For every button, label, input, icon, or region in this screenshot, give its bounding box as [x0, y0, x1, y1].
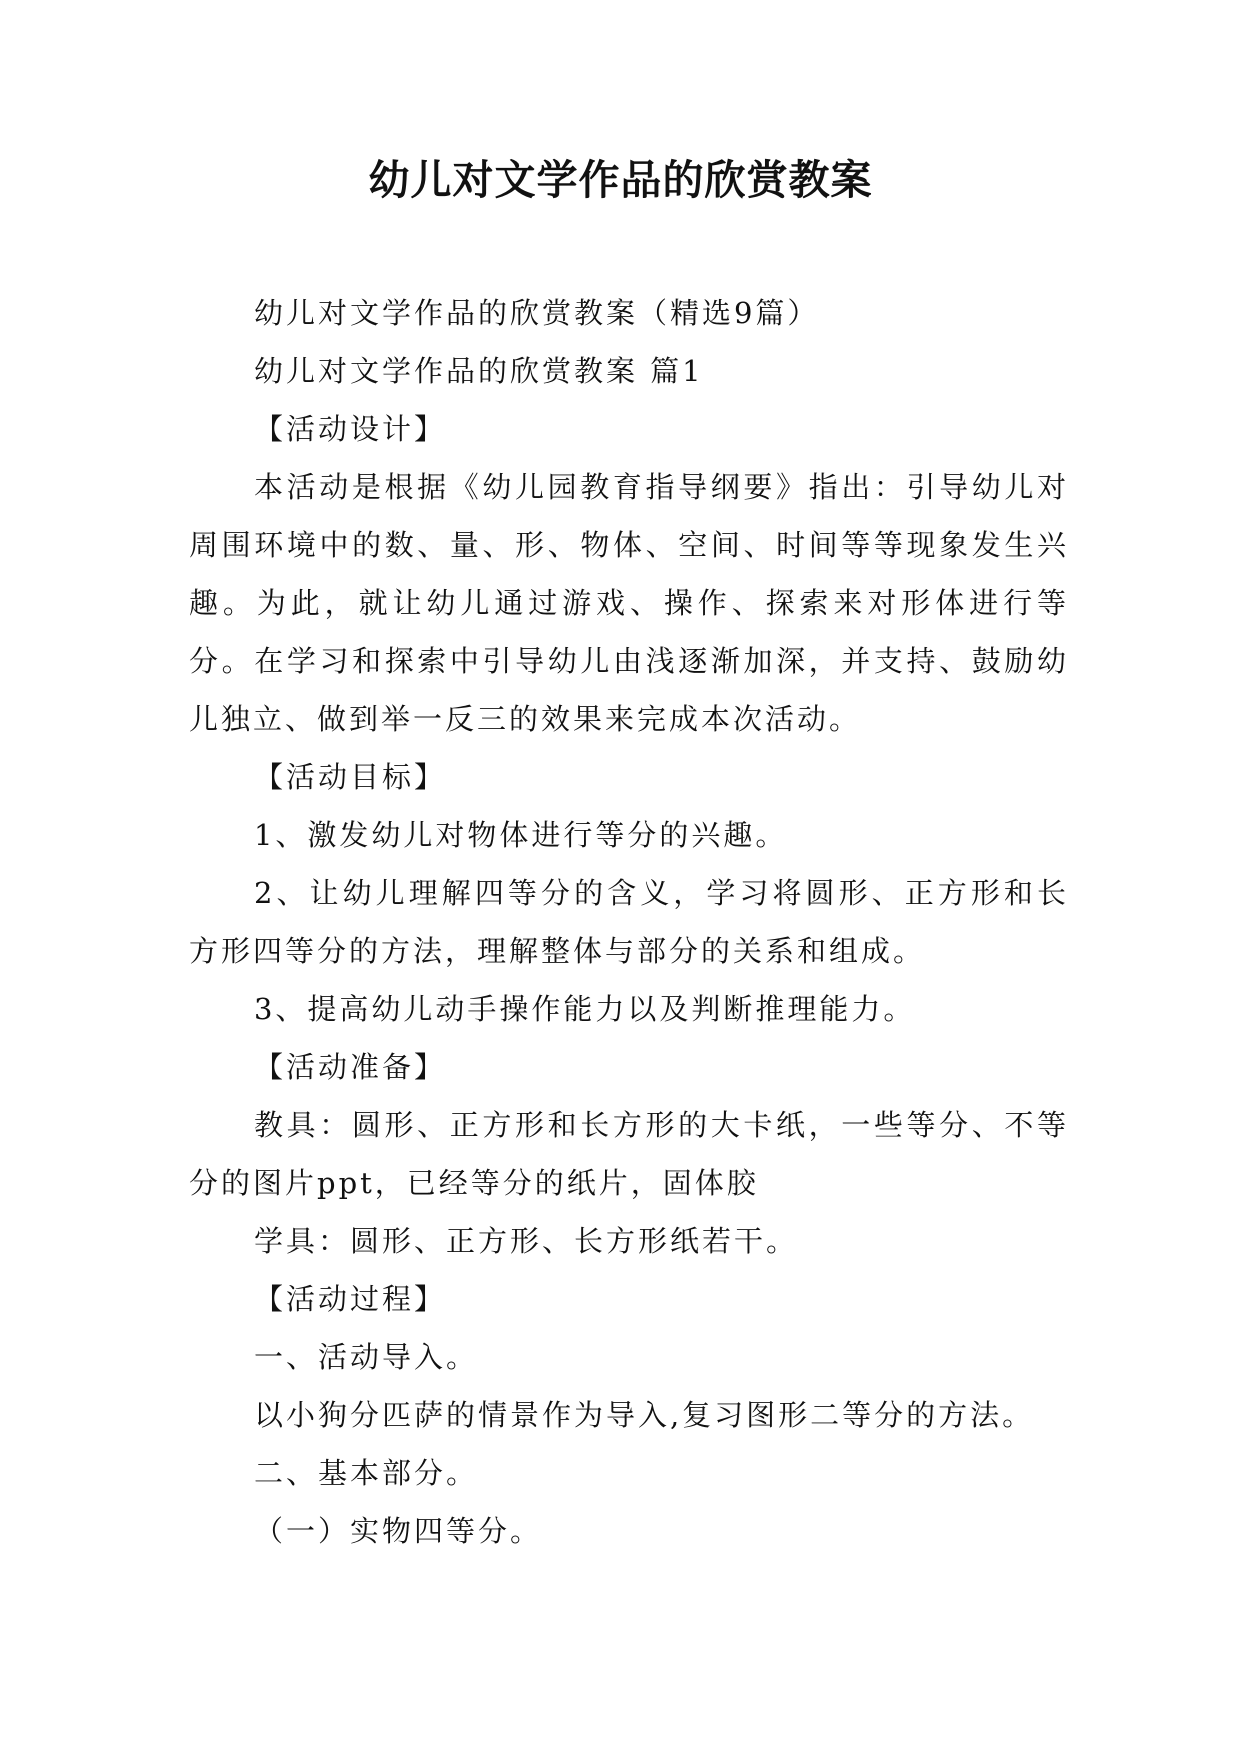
- activity-design-heading: 【活动设计】: [253, 412, 446, 446]
- activity-design-paragraph: 本活动是根据《幼儿园教育指导纲要》指出：引导幼儿对周围环境中的数、量、形、物体、空间、时间等等现象发生兴趣。为此，就让幼儿通过游戏、操作、探索来对形体进行等分。在学习和探索中引导幼儿由浅逐渐加深，并支持、鼓励幼儿独立、做到举一反三的效果来完成本次活动。: [189, 470, 1069, 736]
- goal-item-2: 2、让幼儿理解四等分的含义，学习将圆形、正方形和长方形四等分的方法，理解整体与部分的关系和组成。: [189, 876, 1069, 968]
- goal-item-3: 3、提高幼儿动手操作能力以及判断推理能力。: [253, 992, 916, 1026]
- document-body: [189, 284, 1069, 1560]
- process-substep-1: （一）实物四等分。: [253, 1514, 542, 1548]
- teaching-aids-paragraph: 教具：圆形、正方形和长方形的大卡纸，一些等分、不等分的图片ppt，已经等分的纸片，固体胶: [189, 1108, 1069, 1200]
- activity-process-heading: 【活动过程】: [253, 1282, 446, 1316]
- activity-preparation-heading: 【活动准备】: [253, 1050, 446, 1084]
- document-title: 幼儿对文学作品的欣赏教案: [368, 156, 873, 204]
- process-step-2: 二、基本部分。: [253, 1456, 478, 1490]
- process-step-1: 一、活动导入。: [253, 1340, 478, 1374]
- section-heading: 幼儿对文学作品的欣赏教案 篇1: [253, 354, 704, 388]
- learning-aids-paragraph: 学具：圆形、正方形、长方形纸若干。: [253, 1224, 798, 1258]
- process-step-1-text: 以小狗分匹萨的情景作为导入,复习图形二等分的方法。: [253, 1398, 1035, 1432]
- goal-item-1: 1、激发幼儿对物体进行等分的兴趣。: [253, 818, 788, 852]
- intro-heading: 幼儿对文学作品的欣赏教案（精选9篇）: [253, 296, 820, 330]
- activity-goals-heading: 【活动目标】: [253, 760, 446, 794]
